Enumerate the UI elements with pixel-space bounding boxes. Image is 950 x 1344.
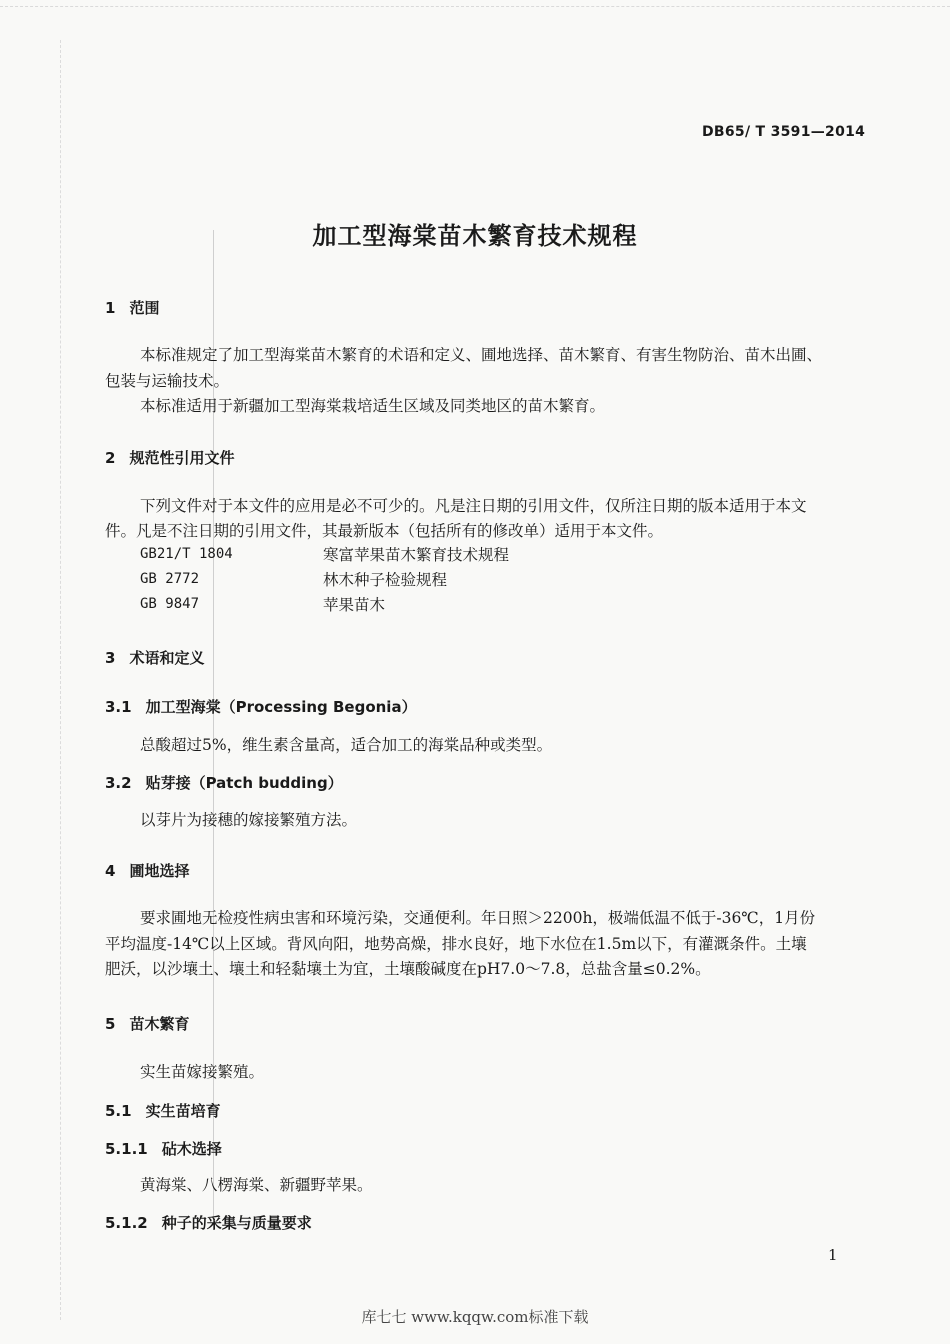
paragraph-line: 件。凡是不注日期的引用文件，其最新版本（包括所有的修改单）适用于本文件。 <box>105 522 664 540</box>
paragraph-line: 黄海棠、八楞海棠、新疆野苹果。 <box>140 1176 373 1194</box>
section-5-heading <box>105 1013 189 1034</box>
paragraph-line: 本标准规定了加工型海棠苗木繁育的术语和定义、圃地选择、苗木繁育、有害生物防治、苗木出圃、 <box>140 346 823 364</box>
reference-code: GB 9847 <box>140 596 200 612</box>
section-title: 术语和定义 <box>129 649 205 667</box>
section-number: 4 <box>105 862 116 880</box>
section-number: 1 <box>105 299 116 317</box>
section-2-heading <box>105 447 234 468</box>
paragraph-line: 本标准适用于新疆加工型海棠栽培适生区域及同类地区的苗木繁育。 <box>140 397 606 415</box>
section-number: 5.1.2 <box>105 1214 148 1232</box>
reference-title: 苹果苗木 <box>323 596 386 614</box>
section-1-heading <box>105 297 159 318</box>
section-number: 3.1 <box>105 698 132 716</box>
paragraph-line: 平均温度-14℃以上区域。背风向阳，地势高燥，排水良好，地下水位在1.5m以下，有灌溉条件。土壤 <box>105 935 807 953</box>
section-title: 砧木选择 <box>161 1140 222 1158</box>
section-title: 苗木繁育 <box>129 1015 190 1033</box>
section-title: 种子的采集与质量要求 <box>161 1214 312 1232</box>
section-title: 加工型海棠（Processing Begonia） <box>145 698 417 716</box>
paragraph-line: 包装与运输技术。 <box>105 372 230 390</box>
document-title: 加工型海棠苗木繁育技术规程 <box>312 222 638 250</box>
reference-code: GB 2772 <box>140 571 200 587</box>
subsection-5-1-heading <box>105 1100 221 1121</box>
section-4-heading <box>105 860 189 881</box>
section-3-heading <box>105 647 204 668</box>
page-number: 1 <box>828 1246 838 1264</box>
section-number: 5.1 <box>105 1102 132 1120</box>
section-number: 3 <box>105 649 116 667</box>
subsection-3-1-heading <box>105 696 417 717</box>
footer-watermark: 库七七 www.kqqw.com标准下载 <box>361 1308 589 1326</box>
paragraph-line: 实生苗嫁接繁殖。 <box>140 1063 265 1081</box>
section-title: 圃地选择 <box>129 862 190 880</box>
section-title: 实生苗培育 <box>145 1102 221 1120</box>
paragraph-line: 肥沃，以沙壤土、壤土和轻黏壤土为宜，土壤酸碱度在pH7.0～7.8，总盐含量≤0.2%。 <box>105 960 711 978</box>
section-number: 3.2 <box>105 774 132 792</box>
reference-code: GB21/T 1804 <box>140 546 233 562</box>
section-number: 5 <box>105 1015 116 1033</box>
section-number: 5.1.1 <box>105 1140 148 1158</box>
reference-title: 寒富苹果苗木繁育技术规程 <box>323 546 510 564</box>
scan-top-line <box>0 6 950 8</box>
definition-text: 总酸超过5%，维生素含量高，适合加工的海棠品种或类型。 <box>140 736 553 754</box>
standard-code: DB65/ T 3591—2014 <box>702 124 866 140</box>
paragraph-line: 下列文件对于本文件的应用是必不可少的。凡是注日期的引用文件，仅所注日期的版本适用于本文 <box>140 497 807 515</box>
paragraph-line: 要求圃地无检疫性病虫害和环境污染，交通便利。年日照＞2200h，极端低温不低于-36℃，1月份 <box>140 909 816 927</box>
subsection-5-1-2-heading <box>105 1212 312 1233</box>
section-title: 范围 <box>129 299 160 317</box>
section-title: 贴芽接（Patch budding） <box>145 774 343 792</box>
section-title: 规范性引用文件 <box>129 449 235 467</box>
subsection-3-2-heading <box>105 772 343 793</box>
definition-text: 以芽片为接穗的嫁接繁殖方法。 <box>140 811 358 829</box>
section-number: 2 <box>105 449 116 467</box>
subsection-5-1-1-heading <box>105 1138 222 1159</box>
reference-title: 林木种子检验规程 <box>323 571 448 589</box>
